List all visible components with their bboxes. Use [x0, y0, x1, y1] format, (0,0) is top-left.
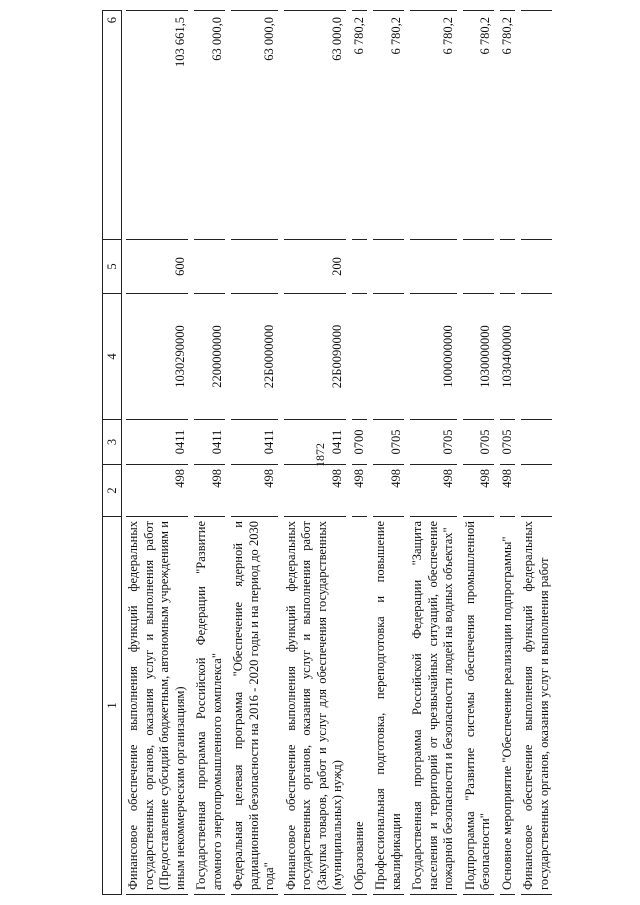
budget-table — [102, 10, 558, 895]
row-section-code-text: 0705 — [478, 429, 492, 455]
row-sum — [231, 10, 278, 240]
row-expense-type — [194, 240, 225, 294]
row-sum — [352, 10, 368, 240]
row-target-article — [231, 294, 278, 420]
row-section-code-text: 0411 — [262, 429, 276, 455]
table-body — [126, 10, 558, 895]
row-ministry-code-text: 498 — [172, 469, 187, 488]
row-name-text: Профессиональная подготовка, переподготовка и повышение квалификации — [373, 521, 403, 890]
row-ministry-code-text: 498 — [330, 469, 344, 488]
row-ministry-code — [126, 465, 188, 517]
row-ministry-code-text: 498 — [478, 469, 492, 488]
table-header — [103, 10, 122, 895]
table-row — [194, 10, 231, 895]
column-header-4: 4 — [103, 294, 121, 420]
row-target-article-text: 2200000000 — [209, 325, 224, 388]
row-ministry-code-text: 498 — [351, 469, 366, 488]
row-expense-type — [500, 240, 516, 294]
row-section-code — [373, 420, 404, 465]
row-sum — [373, 10, 404, 240]
row-sum-text: 63 000,0 — [209, 17, 224, 61]
row-name-text: Основное мероприятие "Обеспечение реализации подпрограммы" — [499, 536, 514, 890]
row-sum — [500, 10, 516, 240]
row-name — [352, 517, 368, 895]
row-ministry-code — [194, 465, 225, 517]
row-target-article-text: 22Б0000000 — [262, 324, 276, 389]
row-target-article — [373, 294, 404, 420]
row-ministry-code — [463, 465, 494, 517]
row-name-text: Государственная программа Российской Федерации "Развитие атомного энергопромышленного комплекса" — [194, 521, 224, 890]
row-section-code-text: 0705 — [388, 429, 403, 455]
row-sum — [126, 10, 188, 240]
table-row — [500, 10, 522, 895]
table-row — [352, 10, 374, 895]
row-expense-type — [521, 240, 552, 294]
row-expense-type-text: 200 — [330, 257, 344, 276]
row-sum-text: 6 780,2 — [351, 17, 366, 55]
row-expense-type — [231, 240, 278, 294]
row-name — [373, 517, 404, 895]
row-ministry-code — [284, 465, 346, 517]
row-ministry-code-text: 498 — [441, 469, 455, 488]
row-sum-text: 63 000,0 — [262, 17, 276, 61]
row-target-article — [126, 294, 188, 420]
row-ministry-code-text: 498 — [262, 469, 276, 488]
row-section-code-text: 0411 — [172, 429, 187, 455]
table-row — [231, 10, 284, 895]
row-target-article-text: 1030400000 — [499, 325, 514, 388]
row-sum — [463, 10, 494, 240]
row-sum — [410, 10, 457, 240]
row-name — [284, 517, 346, 895]
row-section-code-text: 0411 — [209, 429, 224, 455]
row-sum-text: 6 780,2 — [499, 17, 514, 55]
row-name — [126, 517, 188, 895]
row-ministry-code — [500, 465, 516, 517]
table-row — [463, 10, 500, 895]
row-name-text: Финансовое обеспечение выполнения функций федеральных государственных органов, оказания услуг и выполнения работ (Предоставление субсидий бюджетным, автономным учреждениям и иным некоммерческим организациям) — [126, 521, 187, 890]
row-name — [410, 517, 457, 895]
column-header-5: 5 — [103, 240, 121, 294]
rotated-page — [40, 0, 600, 905]
row-ministry-code-text: 498 — [209, 469, 224, 488]
row-target-article — [194, 294, 225, 420]
row-target-article — [521, 294, 552, 420]
row-section-code-text: 0705 — [499, 429, 514, 455]
column-header-1: 1 — [103, 517, 121, 895]
row-name-text: Государственная программа Российской Федерации "Защита населения и территорий от чрезвычайных ситуаций, обеспечение пожарной безопасности и безопасности людей на водных объектах" — [410, 521, 455, 890]
table-row — [410, 10, 463, 895]
row-ministry-code — [373, 465, 404, 517]
row-sum-text: 63 000,0 — [330, 17, 344, 61]
row-section-code — [284, 420, 346, 465]
row-name-text: Федеральная целевая программа "Обеспечение ядерной и радиационной безопасности на 2016 - 2020 годы и на период до 2030 года" — [231, 521, 276, 890]
column-header-3: 3 — [103, 420, 121, 465]
row-expense-type — [352, 240, 368, 294]
row-name — [500, 517, 516, 895]
row-expense-type — [126, 240, 188, 294]
row-section-code — [352, 420, 368, 465]
row-name-text: Финансовое обеспечение выполнения функций федеральных государственных органов, оказания услуг и выполнения работ — [521, 521, 551, 890]
row-ministry-code — [521, 465, 552, 517]
row-name-text: Финансовое обеспечение выполнения функций федеральных государственных органов, оказания услуг и выполнения работ (Закупка товаров, работ и услуг для обеспечения государственных (муниципальных) нужд) — [283, 521, 344, 890]
row-name — [231, 517, 278, 895]
row-target-article — [410, 294, 457, 420]
row-sum-text: 103 661,5 — [172, 17, 187, 67]
row-section-code — [231, 420, 278, 465]
row-target-article — [463, 294, 494, 420]
row-sum — [194, 10, 225, 240]
row-section-code — [463, 420, 494, 465]
row-sum-text: 6 780,2 — [388, 17, 403, 55]
row-section-code-text: 0700 — [351, 429, 366, 455]
row-expense-type-text: 600 — [172, 257, 187, 276]
row-ministry-code-text: 498 — [499, 469, 514, 488]
row-target-article — [352, 294, 368, 420]
row-target-article-text: 1000000000 — [441, 325, 455, 388]
row-sum-text: 6 780,2 — [441, 17, 455, 55]
row-sum — [284, 10, 346, 240]
row-section-code — [194, 420, 225, 465]
column-header-6: 6 — [103, 10, 121, 240]
row-ministry-code — [231, 465, 278, 517]
table-row — [126, 10, 194, 895]
row-section-code — [410, 420, 457, 465]
row-ministry-code — [352, 465, 368, 517]
row-section-code — [521, 420, 552, 465]
row-name-text: Подпрограмма "Развитие системы обеспечения промышленной безопасности" — [462, 521, 492, 890]
table-row — [284, 10, 352, 895]
table-row — [373, 10, 410, 895]
row-name — [521, 517, 552, 895]
row-target-article-text: 1030000000 — [478, 325, 492, 388]
row-sum-text: 6 780,2 — [478, 17, 492, 55]
row-target-article-text: 1030290000 — [172, 325, 187, 388]
row-ministry-code — [410, 465, 457, 517]
row-section-code-text: 0411 — [330, 429, 344, 455]
row-target-article — [500, 294, 516, 420]
row-section-code — [126, 420, 188, 465]
row-expense-type — [410, 240, 457, 294]
row-ministry-code-text: 498 — [388, 469, 403, 488]
page-number: 1872 — [313, 443, 327, 467]
row-section-code — [500, 420, 516, 465]
column-header-2: 2 — [103, 465, 121, 517]
row-section-code-text: 0705 — [441, 429, 455, 455]
row-sum — [521, 10, 552, 240]
table-row — [521, 10, 558, 895]
row-expense-type — [373, 240, 404, 294]
row-name — [463, 517, 494, 895]
row-target-article — [284, 294, 346, 420]
row-name — [194, 517, 225, 895]
row-name-text: Образование — [351, 821, 366, 890]
row-target-article-text: 22Б0090000 — [330, 324, 344, 389]
row-expense-type — [284, 240, 346, 294]
row-expense-type — [463, 240, 494, 294]
